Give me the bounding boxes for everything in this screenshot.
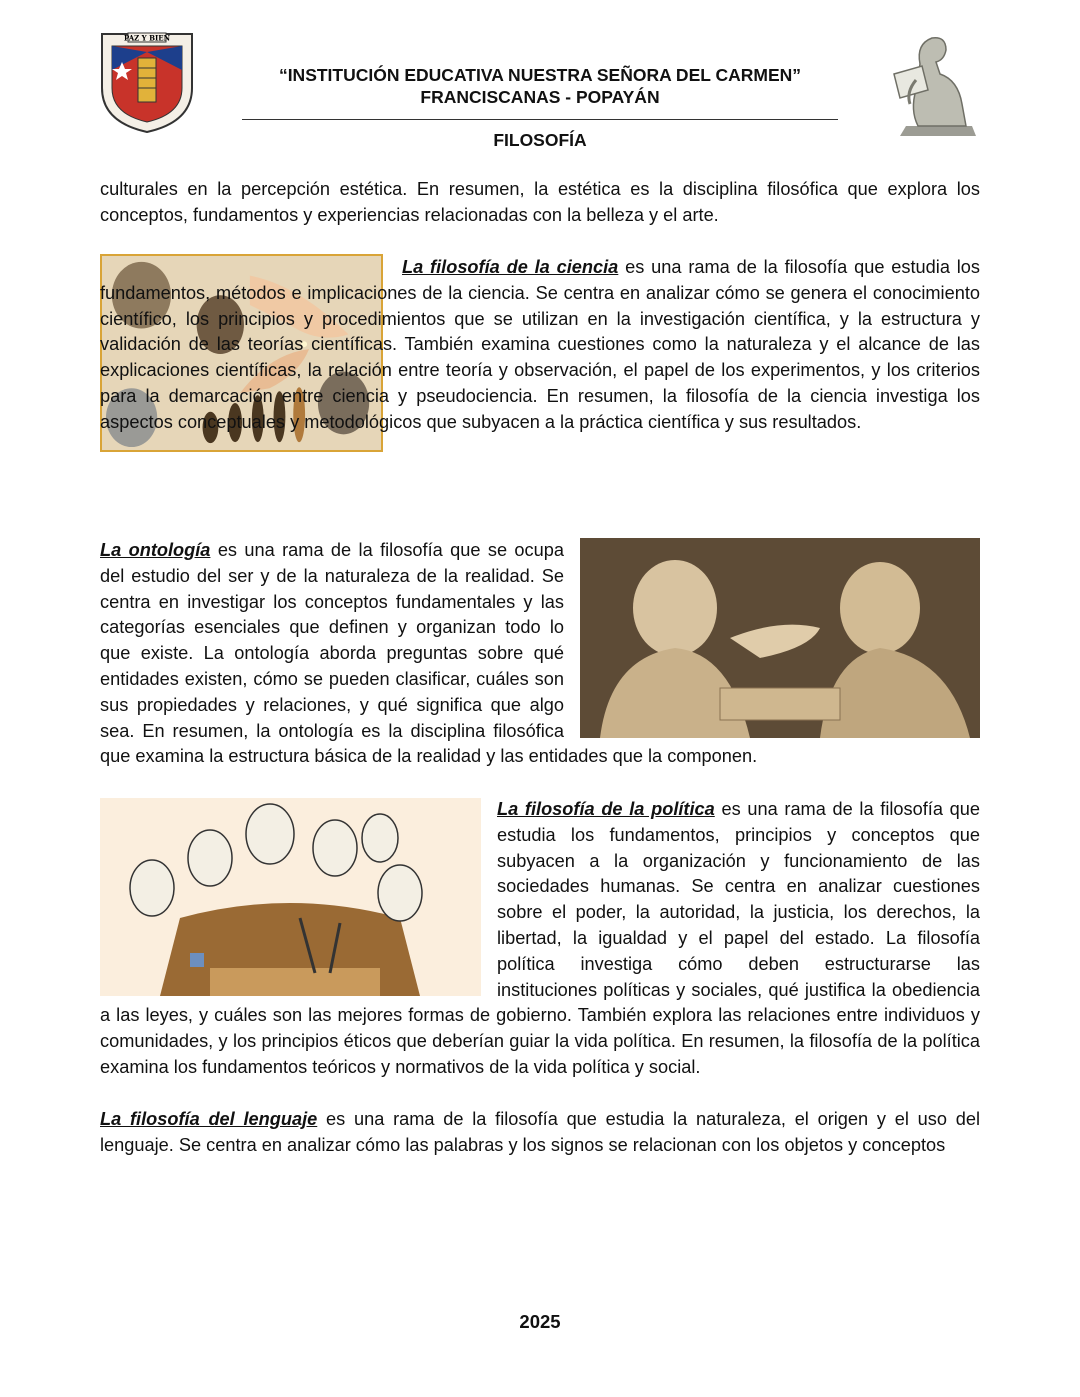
ontology-term: La ontología [100, 540, 211, 560]
science-paragraph: La filosofía de la ciencia es una rama de la filosofía que estudia los fundamentos, métodos e implicaciones de la ciencia. Se centra en analizar cómo se genera el conocimiento científico, los principios y procedimientos que se utilizan en la investigación científica, y la estructura y validación de las teorías científicas. También examina cuestiones como la naturaleza y el alcance de las explicaciones científicas, la relación entre teoría y observación, el papel de los experimentos, y los criterios para la demarcación entre ciencia y pseudociencia. En resumen, la filosofía de la ciencia investiga los aspectos conceptuales y metodológicos que subyacen a la práctica científica y sus resultados. [100, 257, 981, 432]
language-paragraph: La filosofía del lenguaje es una rama de la filosofía que estudia la naturaleza, el origen y el uso del lenguaje. Se centra en analizar cómo las palabras y los signos se relacionan con los objetos y conceptos [100, 1109, 980, 1155]
institution-logo [98, 30, 196, 134]
footer-year: 2025 [519, 1311, 561, 1332]
science-term: La filosofía de la ciencia [402, 257, 619, 277]
politics-term: La filosofía de la política [497, 799, 715, 819]
intro-paragraph: culturales en la percepción estética. En resumen, la estética es la disciplina filosófica que explora los conceptos, fundamentos y experiencias relacionadas con la belleza y el arte. [100, 179, 980, 225]
header-divider [242, 119, 838, 120]
institution-name: “INSTITUCIÓN EDUCATIVA NUESTRA SEÑORA DEL CARMEN” [278, 65, 802, 85]
institution-location: FRANCISCANAS - POPAYÁN [420, 87, 660, 107]
subject-title: FILOSOFÍA [493, 130, 587, 150]
politics-paragraph: La filosofía de la política es una rama de la filosofía que estudia los fundamentos, principios y conceptos que subyacen a la organización y funcionamiento de las sociedades humanas. Se centra en analizar cuestiones sobre el poder, la autoridad, la justicia, los derechos, la libertad, la igualdad y el papel del estado. La filosofía política investiga cómo deben estructurarse las instituciones políticas y sociales, qué justifica la obediencia a las leyes, y cuáles son las mejores formas de gobierno. También explora las relaciones entre individuos y comunidades, y los principios éticos que deberían guiar la vida política. En resumen, la filosofía de la política examina los fundamentos teóricos y normativos de la vida política y social. [100, 799, 980, 1077]
language-term: La filosofía del lenguaje [100, 1109, 318, 1129]
thinker-statue-image [876, 30, 982, 138]
logo-motto: PAZ Y BIEN [123, 33, 171, 43]
ontology-paragraph: La ontología es una rama de la filosofía que se ocupa del estudio del ser y de la naturaleza de la realidad. Se centra en investigar los conceptos fundamentales y las categorías esenciales que definen y organizan todo lo que existe. La ontología aborda preguntas sobre qué entidades existen, cómo se pueden clasificar, cuáles son sus propiedades y relaciones, y qué significa que algo sea. En resumen, la ontología es la disciplina filosófica que examina la estructura básica de la realidad y las entidades que la componen. [100, 540, 758, 767]
